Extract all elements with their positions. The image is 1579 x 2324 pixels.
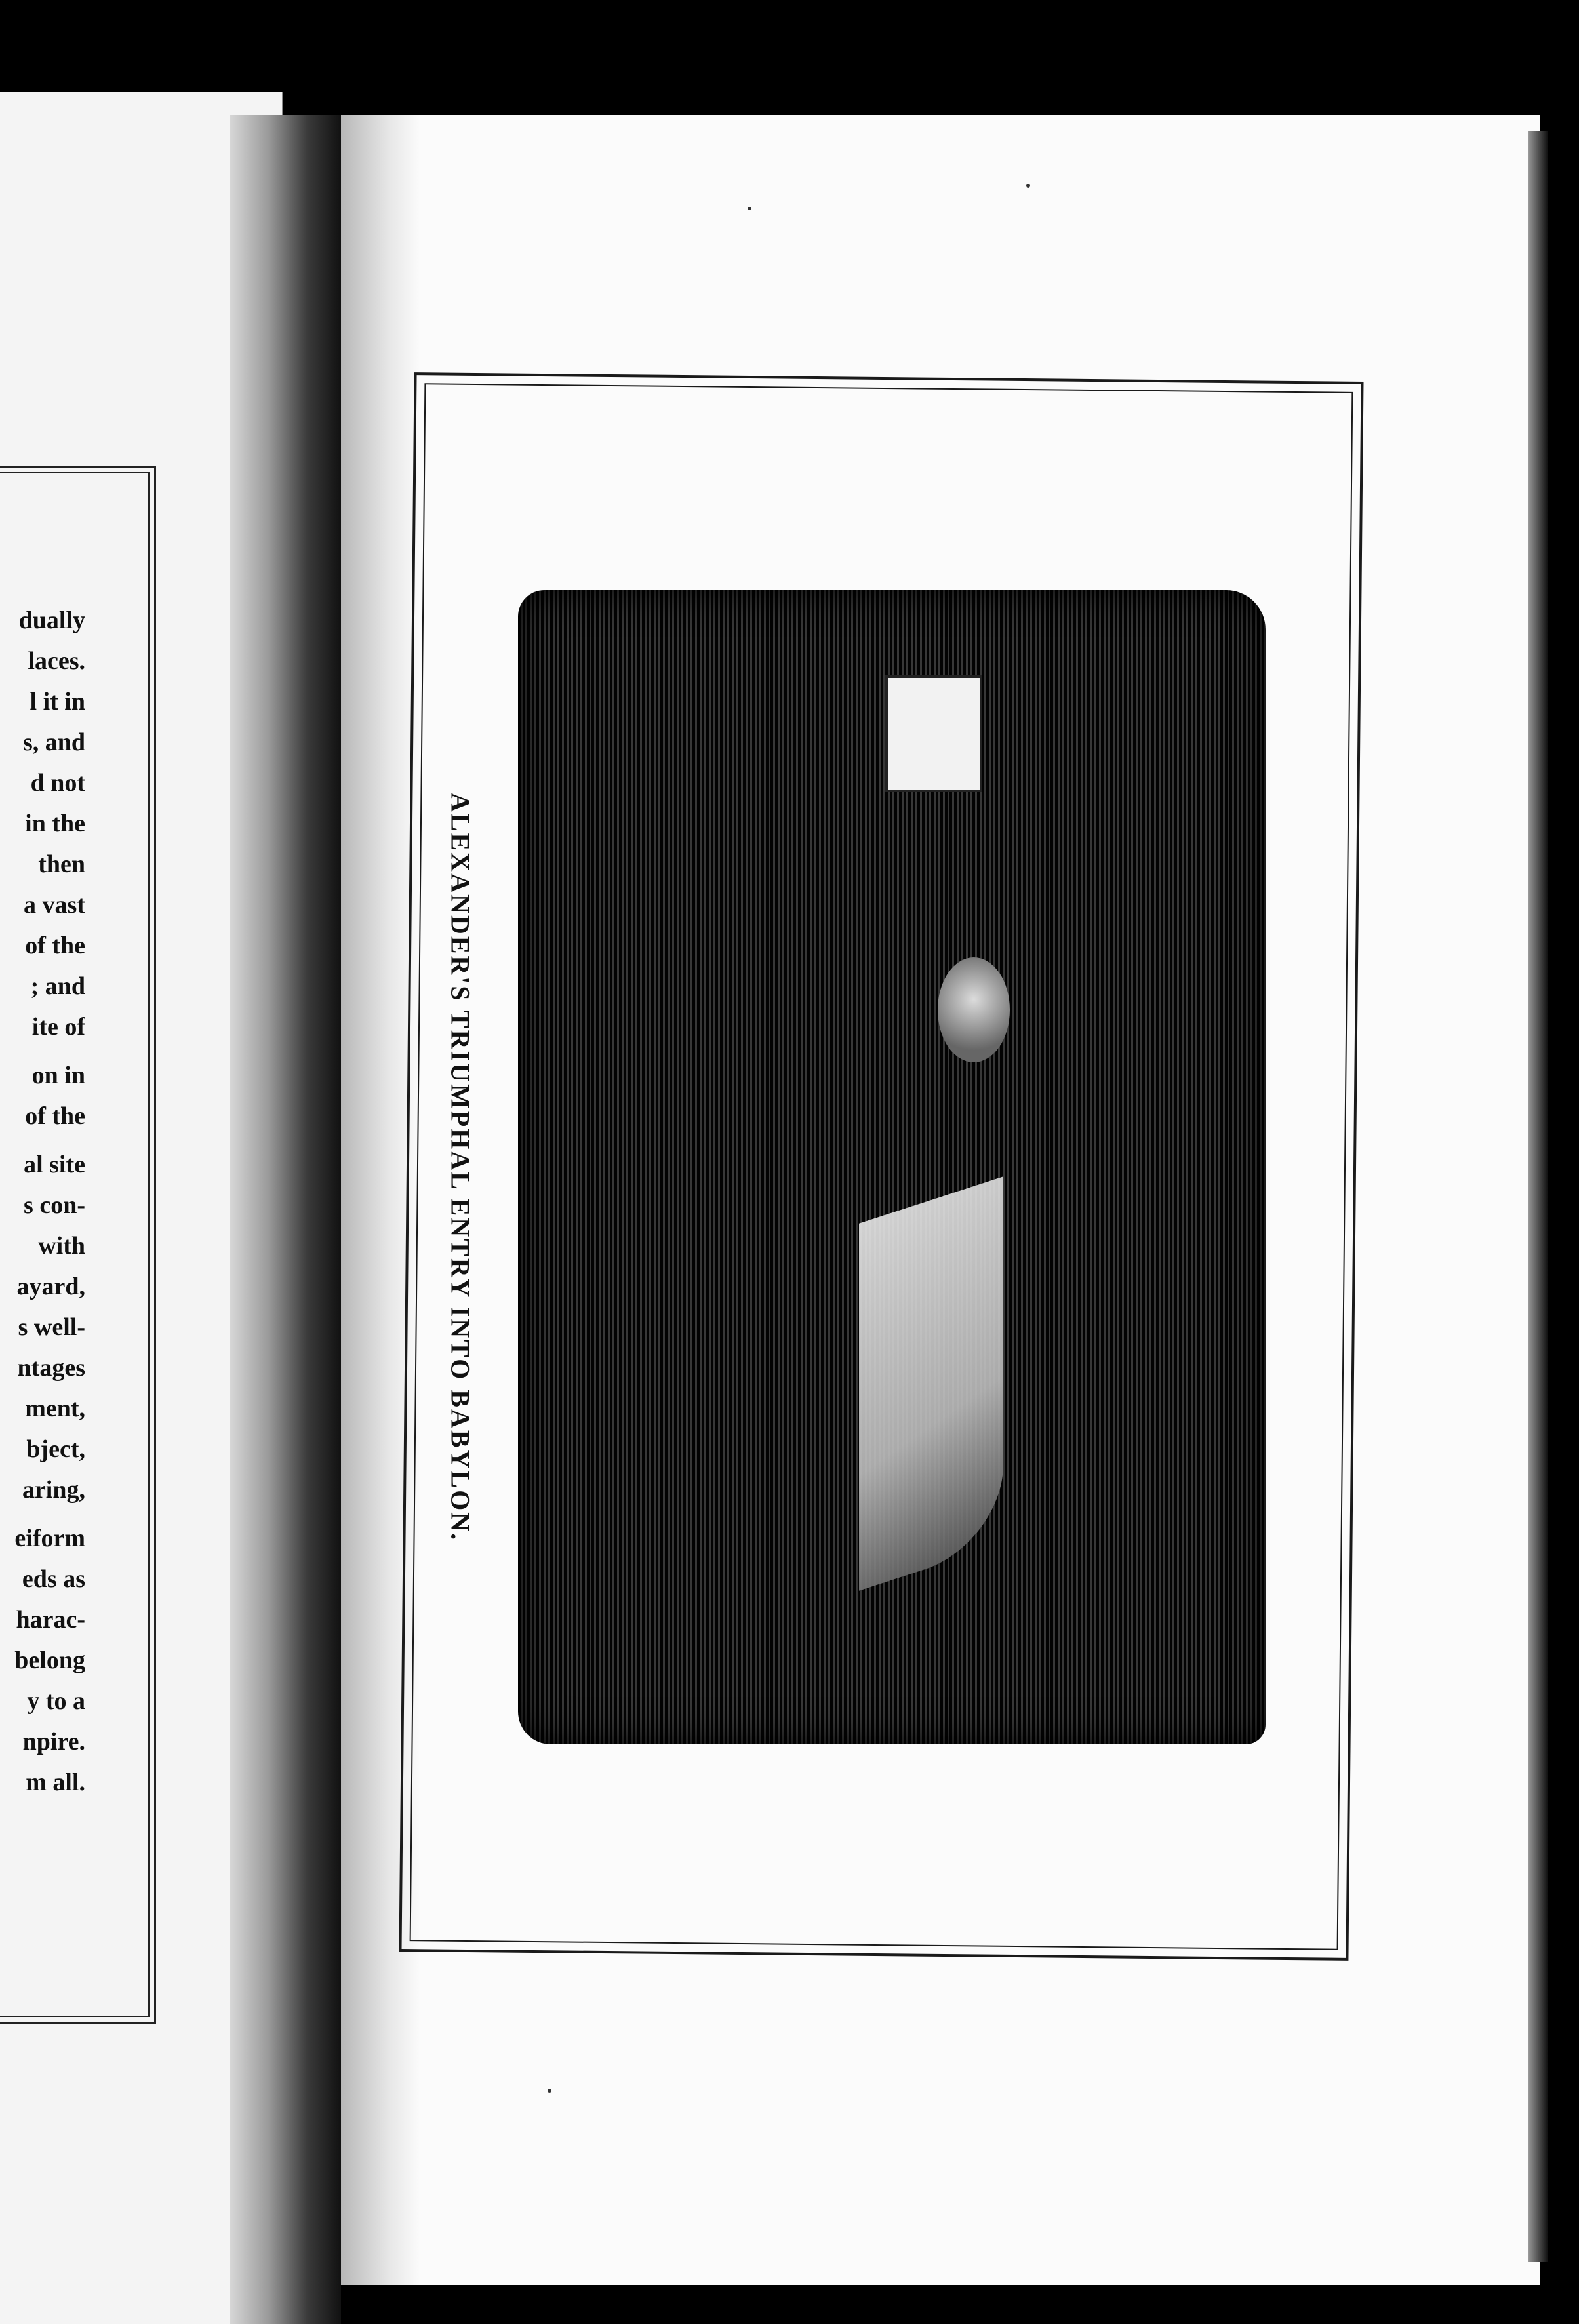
left-page-line: ment,: [25, 1395, 85, 1422]
left-page-line: eds as: [22, 1565, 85, 1593]
left-page-line: of the: [25, 1102, 85, 1130]
left-page-line: with: [38, 1232, 85, 1260]
engraving-illustration: [518, 590, 1266, 1744]
left-page-line: belong: [14, 1647, 85, 1674]
scan-speck: [548, 2089, 551, 2093]
engraving-window-highlight: [885, 675, 982, 792]
left-page-line: m all.: [26, 1769, 85, 1796]
left-page-line: then: [38, 851, 85, 878]
left-page-line: bject,: [26, 1435, 85, 1463]
left-page-line: [0, 1047, 85, 1055]
left-page-line: harac-: [16, 1606, 85, 1633]
left-page-line: eiform: [14, 1525, 85, 1552]
left-page-line: laces.: [28, 647, 85, 675]
left-page-line: s con-: [24, 1192, 85, 1219]
left-page-line: [0, 1510, 85, 1518]
left-page-line: npire.: [22, 1728, 85, 1755]
left-page-line: a vast: [24, 891, 85, 919]
left-page-line: s, and: [22, 729, 85, 756]
plate-caption: ALEXANDER'S TRIUMPHAL ENTRY INTO BABYLON.: [445, 792, 475, 1542]
scan-speck: [748, 207, 751, 210]
engraving-arch-highlight: [859, 1176, 1003, 1590]
left-page-line: ntages: [17, 1354, 85, 1382]
left-page-line: [0, 1136, 85, 1144]
left-page-line: y to a: [27, 1687, 85, 1715]
left-page-line: in the: [25, 810, 85, 837]
left-page-line: dually: [18, 607, 85, 634]
left-page-line: of the: [25, 932, 85, 959]
engraving-figure-highlight: [938, 957, 1010, 1062]
left-page-text-column: [0, 600, 85, 1803]
left-page-line: d not: [30, 769, 85, 797]
left-page-line: l it in: [30, 688, 85, 715]
left-page-line: al site: [24, 1151, 85, 1178]
right-page-edge: [1528, 131, 1548, 2262]
scan-speck: [1026, 184, 1030, 188]
left-page-line: ayard,: [16, 1273, 85, 1300]
book-gutter-shadow: [230, 115, 341, 2324]
left-page-line: on in: [31, 1062, 85, 1089]
left-page-line: ite of: [31, 1013, 85, 1041]
left-page-line: s well-: [18, 1313, 85, 1341]
left-page-line: aring,: [22, 1476, 85, 1504]
left-page-line: ; and: [30, 972, 85, 1000]
